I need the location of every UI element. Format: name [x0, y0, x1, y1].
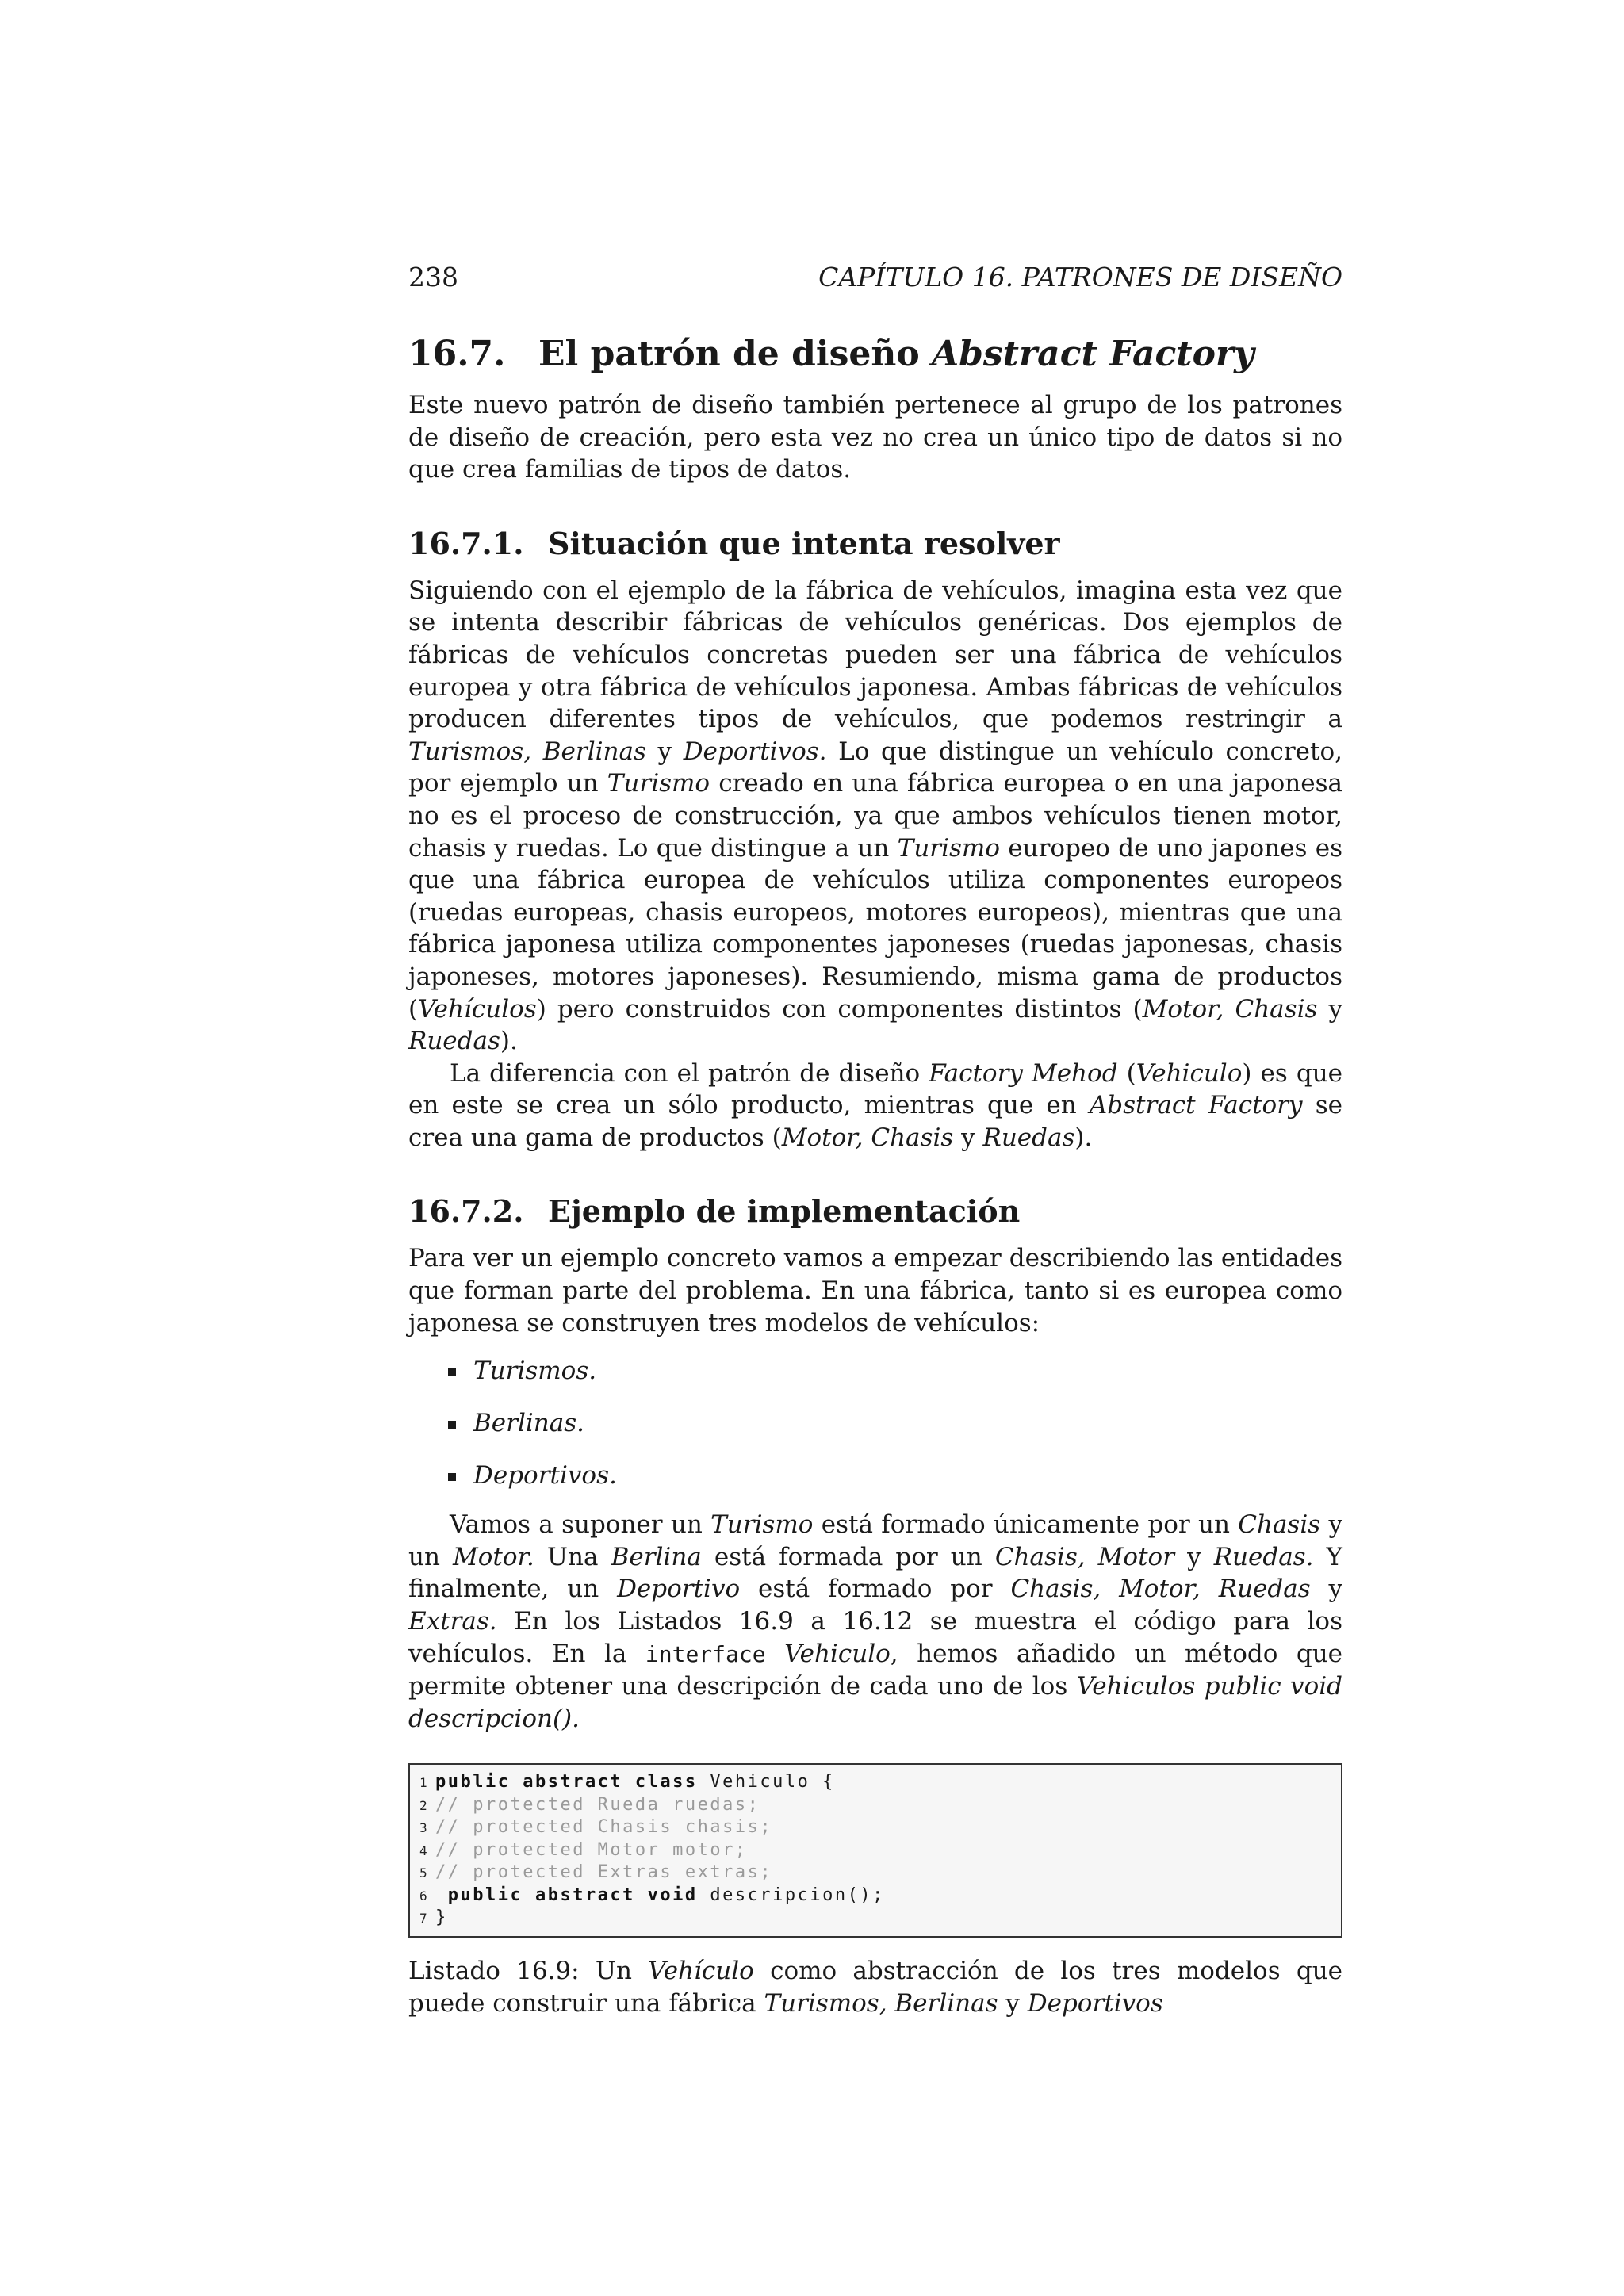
- italic-run: Deportivos: [1027, 1988, 1163, 2018]
- intro-paragraph: Este nuevo patrón de diseño también pertenece al grupo de los patrones de diseño de creación, pero esta vez no crea un único tipo de datos si no que crea familias de tipos de datos.: [408, 391, 1342, 484]
- text-run: ) es que en este se crea un sólo producto, mientras que en: [408, 1058, 1343, 1120]
- italic-run: Factory Mehod: [929, 1058, 1118, 1088]
- code-line: [419, 1885, 1331, 1908]
- italic-run: Ruedas: [408, 1027, 500, 1056]
- italic-run: Motor.: [453, 1542, 534, 1571]
- italic-run: Chasis, Motor: [994, 1542, 1175, 1571]
- italic-run: Deportivos.: [683, 737, 827, 766]
- section-heading: [408, 331, 1342, 378]
- italic-run: Turismos, Berlinas: [764, 1988, 998, 2018]
- text-run: está formado únicamente por un: [813, 1510, 1239, 1540]
- chapter-title: CAPÍTULO 16. PATRONES DE DISEÑO: [818, 262, 1342, 293]
- text-run: y: [998, 1988, 1028, 2018]
- listing-caption: [408, 1955, 1342, 2019]
- code-line: [419, 1794, 1331, 1817]
- subsection-1-heading: [408, 522, 1342, 565]
- list-item-text: Deportivos.: [473, 1461, 617, 1490]
- text-run: ).: [500, 1027, 518, 1056]
- text-run: creado en una fábrica europea o en una japonesa no es el proceso de construcción, ya que ambos vehículos tienen motor, chasis y ruedas. Lo que distingue a un: [408, 769, 1342, 863]
- italic-run: Turismos, Berlinas: [408, 737, 646, 766]
- list-item: [448, 1407, 1342, 1439]
- italic-run: Turismo: [897, 833, 1000, 863]
- text-run: , hemos añadido un método que permite obtener una descripción de cada uno de los: [408, 1639, 1343, 1701]
- bullet-square-icon: [448, 1368, 456, 1376]
- italic-run: Deportivo: [617, 1575, 741, 1604]
- section-title: El patrón de diseño: [538, 334, 932, 374]
- italic-run: Vehículo: [648, 1956, 754, 1985]
- text-run: Listado 16.9: Un: [408, 1956, 649, 1985]
- italic-run: Vehiculos public void descripcion().: [408, 1672, 1342, 1733]
- code-keyword: public abstract class: [435, 1772, 698, 1793]
- code-line: [419, 1839, 1331, 1862]
- italic-run: Motor, Chasis: [781, 1123, 954, 1152]
- code-text: Vehiculo {: [697, 1772, 835, 1793]
- bullet-square-icon: [448, 1473, 456, 1481]
- text-run: y: [953, 1123, 983, 1152]
- code-inline: interface: [645, 1640, 766, 1667]
- italic-run: Chasis, Motor, Ruedas: [1010, 1575, 1311, 1604]
- italic-run: Ruedas.: [1213, 1542, 1314, 1571]
- code-comment: // protected Chasis chasis;: [435, 1817, 773, 1838]
- vehicle-model-list: [408, 1355, 1342, 1491]
- list-item: [448, 1355, 1342, 1387]
- subsection-2-heading: [408, 1190, 1342, 1233]
- text-run: como abstracción de los tres modelos que puede construir una fábrica: [408, 1956, 1342, 2018]
- subsection-2-number: 16.7.2.: [408, 1193, 524, 1230]
- section-number: 16.7.: [408, 334, 506, 374]
- bullet-square-icon: [448, 1421, 456, 1429]
- italic-run: Turismo: [710, 1510, 814, 1540]
- code-comment: // protected Rueda ruedas;: [435, 1794, 760, 1815]
- italic-run: Chasis: [1238, 1510, 1321, 1540]
- code-comment: // protected Motor motor;: [435, 1839, 748, 1860]
- document-page: [408, 258, 1342, 2019]
- text-run: Siguiendo con el ejemplo de la fábrica de vehículos, imagina esta vez que se intenta describir fábricas de vehículos genéricas. Dos ejemplos de fábricas de vehículos concretas pueden ser una fábrica de vehículos europea y otra fábrica de vehículos japonesa. Ambas fábricas de vehículos producen diferentes tipos de vehículos, que podemos restringir a: [408, 576, 1342, 734]
- example-paragraph-2: [408, 1509, 1342, 1735]
- line-number: 6: [419, 1888, 427, 1904]
- page-number: 238: [408, 262, 458, 293]
- code-line: [419, 1771, 1331, 1794]
- text-run: En los Listados 16.9 a 16.12 se muestra el código para los vehículos. En la: [408, 1607, 1342, 1668]
- text-run: y: [1174, 1542, 1214, 1571]
- text-run: [766, 1640, 785, 1668]
- text-run: Y finalmente, un: [408, 1542, 1342, 1604]
- italic-run: Abstract Factory: [1089, 1091, 1303, 1120]
- italic-run: Vehiculo: [1136, 1058, 1243, 1088]
- text-run: se crea una gama de productos (: [408, 1091, 1342, 1152]
- text-run: Una: [534, 1542, 611, 1571]
- text-run: está formado por: [740, 1575, 1011, 1604]
- italic-run: Ruedas: [982, 1123, 1075, 1152]
- example-paragraph-1: Para ver un ejemplo concreto vamos a empezar describiendo las entidades que forman parte del problema. En una fábrica, tanto si es europea como japonesa se construyen tres modelos de vehículos:: [408, 1244, 1342, 1337]
- subsection-1-title: Situación que intenta resolver: [548, 525, 1060, 561]
- text-run: y: [1317, 994, 1343, 1024]
- line-number: 5: [419, 1866, 427, 1881]
- list-item: [448, 1460, 1342, 1491]
- line-number: 3: [419, 1820, 427, 1836]
- running-head: [408, 258, 1342, 297]
- subsection-2-title: Ejemplo de implementación: [548, 1193, 1021, 1230]
- line-number: 2: [419, 1797, 427, 1813]
- italic-run: Vehiculo: [784, 1639, 891, 1668]
- code-keyword: public abstract void: [435, 1885, 698, 1905]
- list-item-text: Turismos.: [473, 1357, 597, 1386]
- code-line: [419, 1816, 1331, 1839]
- subsection-1-number: 16.7.1.: [408, 525, 524, 561]
- text-run: y un: [408, 1510, 1342, 1571]
- situation-paragraph-1: [408, 575, 1342, 1058]
- code-comment: // protected Extras extras;: [435, 1862, 773, 1883]
- line-number: 1: [419, 1775, 427, 1791]
- italic-run: Motor, Chasis: [1142, 994, 1318, 1024]
- line-number: 4: [419, 1843, 427, 1858]
- text-run: (: [1117, 1058, 1136, 1088]
- list-item-text: Berlinas.: [473, 1409, 584, 1438]
- code-text: descripcion();: [697, 1885, 885, 1905]
- situation-paragraph-2: [408, 1058, 1342, 1154]
- text-run: y: [1310, 1575, 1343, 1604]
- italic-run: Turismo: [607, 769, 710, 798]
- text-run: y: [645, 737, 684, 766]
- code-line: [419, 1862, 1331, 1885]
- section-title-italic: Abstract Factory: [932, 334, 1254, 374]
- text-run: está formada por un: [701, 1542, 995, 1571]
- italic-run: Vehículos: [418, 994, 537, 1024]
- text-run: ).: [1074, 1123, 1093, 1152]
- text-run: Lo que distingue un vehículo concreto, por ejemplo un: [408, 737, 1342, 798]
- text-run: europeo de uno japones es que una fábrica europea de vehículos utiliza componentes europeos (ruedas europeas, chasis europeos, motores europeos), mientras que una fábrica japonesa utiliza componentes japoneses (ruedas japonesas, chasis japoneses, motores japoneses). Resumiendo, misma gama de productos (: [408, 833, 1342, 1024]
- line-number: 7: [419, 1911, 427, 1927]
- italic-run: Berlina: [611, 1542, 702, 1571]
- text-run: Vamos a suponer un: [450, 1510, 711, 1540]
- code-line: [419, 1907, 1331, 1930]
- text-run: La diferencia con el patrón de diseño: [450, 1058, 929, 1088]
- text-run: ) pero construidos con componentes distintos (: [536, 994, 1143, 1024]
- code-listing: [408, 1763, 1342, 1938]
- italic-run: Extras.: [408, 1607, 497, 1636]
- code-text: }: [435, 1908, 448, 1928]
